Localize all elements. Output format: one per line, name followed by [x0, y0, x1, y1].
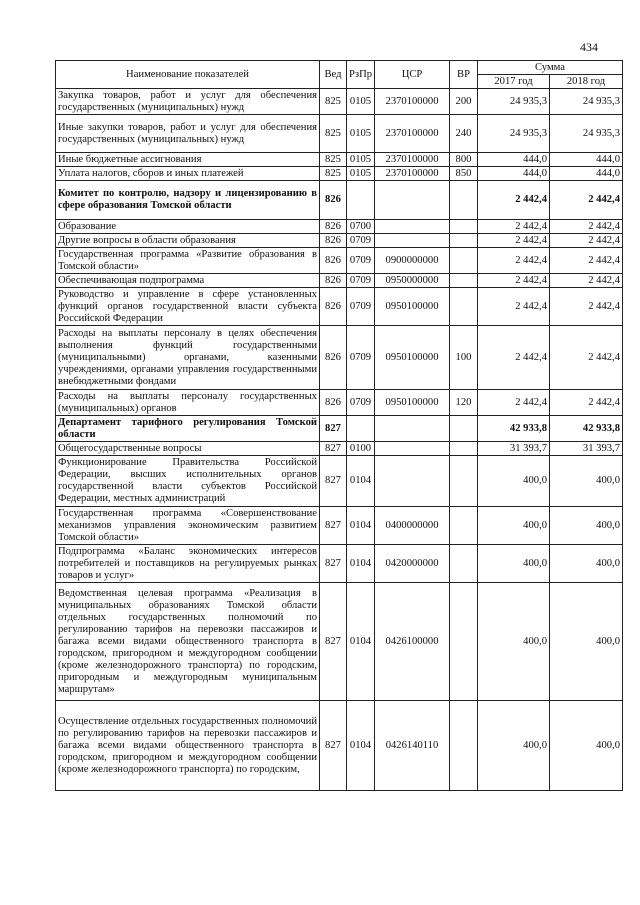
cell-rzpr: 0709 [347, 288, 375, 326]
cell-vr [450, 442, 478, 456]
cell-name: Департамент тарифного регулирования Томской области [56, 416, 320, 442]
cell-csr [375, 220, 450, 234]
table-row [56, 89, 623, 115]
cell-name: Подпрограмма «Баланс экономических интересов потребителей и поставщиков на регулируемых рынках товаров и услуг» [56, 545, 320, 583]
cell-csr: 2370100000 [375, 115, 450, 153]
cell-ved: 827 [320, 701, 347, 791]
cell-rzpr: 0104 [347, 456, 375, 507]
cell-vr: 850 [450, 167, 478, 181]
cell-sum-2018: 2 442,4 [550, 288, 623, 326]
cell-sum-2017: 31 393,7 [478, 442, 550, 456]
cell-name: Осуществление отдельных государственных полномочий по регулированию тарифов на перевозки пассажиров и багажа всеми видами общественного транспорта в городском, пригородном и междугородном сообщении (кроме железнодорожного транспорта) по городским, [56, 701, 320, 791]
cell-rzpr [347, 181, 375, 220]
cell-csr: 0900000000 [375, 248, 450, 274]
header-name: Наименование показателей [56, 61, 320, 89]
cell-sum-2017: 24 935,3 [478, 115, 550, 153]
table-row [56, 248, 623, 274]
cell-rzpr: 0105 [347, 115, 375, 153]
cell-sum-2017: 24 935,3 [478, 89, 550, 115]
cell-sum-2017: 400,0 [478, 507, 550, 545]
cell-vr: 100 [450, 326, 478, 390]
cell-ved: 825 [320, 167, 347, 181]
cell-ved: 826 [320, 326, 347, 390]
cell-name: Расходы на выплаты персоналу государственных (муниципальных) органов [56, 390, 320, 416]
cell-sum-2017: 2 442,4 [478, 220, 550, 234]
cell-ved: 826 [320, 234, 347, 248]
table-row [56, 701, 623, 791]
cell-vr [450, 288, 478, 326]
cell-sum-2018: 400,0 [550, 456, 623, 507]
cell-vr [450, 583, 478, 701]
cell-sum-2018: 42 933,8 [550, 416, 623, 442]
cell-sum-2018: 24 935,3 [550, 115, 623, 153]
cell-sum-2018: 2 442,4 [550, 390, 623, 416]
budget-table [55, 60, 623, 791]
header-year-2018: 2018 год [550, 75, 623, 89]
cell-sum-2018: 444,0 [550, 153, 623, 167]
cell-ved: 825 [320, 89, 347, 115]
cell-vr [450, 456, 478, 507]
cell-name: Иные бюджетные ассигнования [56, 153, 320, 167]
cell-rzpr: 0104 [347, 507, 375, 545]
cell-vr: 240 [450, 115, 478, 153]
cell-csr: 2370100000 [375, 153, 450, 167]
cell-ved: 826 [320, 220, 347, 234]
cell-sum-2017: 400,0 [478, 456, 550, 507]
cell-vr [450, 701, 478, 791]
header-year-2017: 2017 год [478, 75, 550, 89]
table-row [56, 416, 623, 442]
header-rzpr: РзПр [347, 61, 375, 89]
cell-sum-2017: 2 442,4 [478, 274, 550, 288]
cell-name: Комитет по контролю, надзору и лицензированию в сфере образования Томской области [56, 181, 320, 220]
cell-csr: 2370100000 [375, 167, 450, 181]
table-row [56, 442, 623, 456]
cell-sum-2017: 2 442,4 [478, 181, 550, 220]
cell-vr [450, 220, 478, 234]
cell-csr [375, 442, 450, 456]
cell-csr: 0950000000 [375, 274, 450, 288]
cell-rzpr [347, 416, 375, 442]
table-row [56, 274, 623, 288]
cell-name: Закупка товаров, работ и услуг для обеспечения государственных (муниципальных) нужд [56, 89, 320, 115]
table-body [56, 89, 623, 791]
cell-sum-2017: 2 442,4 [478, 234, 550, 248]
cell-sum-2018: 2 442,4 [550, 248, 623, 274]
page-number: 434 [580, 40, 598, 54]
cell-name: Обеспечивающая подпрограмма [56, 274, 320, 288]
cell-vr: 200 [450, 89, 478, 115]
cell-vr [450, 181, 478, 220]
cell-sum-2018: 31 393,7 [550, 442, 623, 456]
cell-csr: 0426140110 [375, 701, 450, 791]
cell-sum-2018: 400,0 [550, 583, 623, 701]
cell-rzpr: 0105 [347, 89, 375, 115]
cell-ved: 825 [320, 153, 347, 167]
table-row [56, 115, 623, 153]
cell-rzpr: 0700 [347, 220, 375, 234]
header-sum: Сумма [478, 61, 623, 75]
cell-ved: 827 [320, 442, 347, 456]
cell-rzpr: 0104 [347, 701, 375, 791]
cell-sum-2018: 2 442,4 [550, 234, 623, 248]
cell-csr: 0420000000 [375, 545, 450, 583]
cell-rzpr: 0709 [347, 234, 375, 248]
table-row [56, 390, 623, 416]
cell-ved: 826 [320, 390, 347, 416]
header-vr: ВР [450, 61, 478, 89]
cell-name: Руководство и управление в сфере установленных функций органов государственной власти субъекта Российской Федерации [56, 288, 320, 326]
cell-sum-2018: 2 442,4 [550, 220, 623, 234]
cell-name: Ведомственная целевая программа «Реализация в муниципальных образованиях Томской области отдельных государственных полномочий по регулированию тарифов на перевозки пассажиров и багажа всеми видами общественного транспорта в городском, пригородном и междугородном сообщении (кроме железнодорожного транспорта) по городским, пригородным и междугородным муниципальным маршрутам» [56, 583, 320, 701]
cell-rzpr: 0709 [347, 390, 375, 416]
table-row [56, 181, 623, 220]
table-row [56, 326, 623, 390]
cell-name: Уплата налогов, сборов и иных платежей [56, 167, 320, 181]
cell-name: Иные закупки товаров, работ и услуг для обеспечения государственных (муниципальных) нужд [56, 115, 320, 153]
cell-vr: 120 [450, 390, 478, 416]
cell-rzpr: 0105 [347, 153, 375, 167]
cell-vr [450, 234, 478, 248]
cell-ved: 827 [320, 583, 347, 701]
header-csr: ЦСР [375, 61, 450, 89]
cell-rzpr: 0104 [347, 583, 375, 701]
table-row [56, 456, 623, 507]
cell-ved: 826 [320, 274, 347, 288]
cell-csr: 0400000000 [375, 507, 450, 545]
table-row [56, 288, 623, 326]
cell-sum-2017: 400,0 [478, 545, 550, 583]
cell-rzpr: 0709 [347, 326, 375, 390]
table-row [56, 153, 623, 167]
cell-ved: 826 [320, 181, 347, 220]
cell-sum-2018: 400,0 [550, 701, 623, 791]
cell-csr [375, 181, 450, 220]
table-row [56, 583, 623, 701]
cell-name: Государственная программа «Развитие образования в Томской области» [56, 248, 320, 274]
cell-csr: 0950100000 [375, 390, 450, 416]
cell-csr [375, 234, 450, 248]
cell-csr: 0950100000 [375, 326, 450, 390]
cell-sum-2018: 444,0 [550, 167, 623, 181]
cell-sum-2017: 444,0 [478, 153, 550, 167]
cell-sum-2017: 42 933,8 [478, 416, 550, 442]
table-row [56, 234, 623, 248]
cell-vr [450, 416, 478, 442]
cell-ved: 827 [320, 507, 347, 545]
cell-vr [450, 248, 478, 274]
cell-ved: 826 [320, 248, 347, 274]
cell-vr [450, 507, 478, 545]
cell-rzpr: 0100 [347, 442, 375, 456]
cell-csr [375, 456, 450, 507]
cell-csr: 0426100000 [375, 583, 450, 701]
cell-sum-2017: 2 442,4 [478, 390, 550, 416]
header-ved: Вед [320, 61, 347, 89]
cell-ved: 826 [320, 288, 347, 326]
cell-sum-2017: 2 442,4 [478, 248, 550, 274]
cell-rzpr: 0709 [347, 274, 375, 288]
table-row [56, 545, 623, 583]
cell-sum-2018: 24 935,3 [550, 89, 623, 115]
table-row [56, 167, 623, 181]
cell-ved: 825 [320, 115, 347, 153]
cell-vr: 800 [450, 153, 478, 167]
cell-rzpr: 0105 [347, 167, 375, 181]
cell-csr: 2370100000 [375, 89, 450, 115]
cell-name: Общегосударственные вопросы [56, 442, 320, 456]
cell-csr [375, 416, 450, 442]
table-row [56, 220, 623, 234]
cell-vr [450, 274, 478, 288]
cell-sum-2018: 2 442,4 [550, 326, 623, 390]
cell-rzpr: 0104 [347, 545, 375, 583]
cell-ved: 827 [320, 545, 347, 583]
cell-ved: 827 [320, 416, 347, 442]
cell-sum-2018: 400,0 [550, 545, 623, 583]
cell-sum-2017: 400,0 [478, 583, 550, 701]
cell-name: Другие вопросы в области образования [56, 234, 320, 248]
cell-vr [450, 545, 478, 583]
cell-ved: 827 [320, 456, 347, 507]
cell-name: Функционирование Правительства Российской Федерации, высших исполнительных органов государственной власти субъектов Российской Федерации, местных администраций [56, 456, 320, 507]
cell-sum-2017: 2 442,4 [478, 288, 550, 326]
cell-name: Расходы на выплаты персоналу в целях обеспечения выполнения функций государственными (муниципальными) органами, казенными учреждениями, органами управления государственными внебюджетными фондами [56, 326, 320, 390]
cell-name: Образование [56, 220, 320, 234]
cell-sum-2017: 444,0 [478, 167, 550, 181]
cell-rzpr: 0709 [347, 248, 375, 274]
cell-csr: 0950100000 [375, 288, 450, 326]
cell-sum-2017: 2 442,4 [478, 326, 550, 390]
cell-sum-2018: 400,0 [550, 507, 623, 545]
table-row [56, 507, 623, 545]
cell-name: Государственная программа «Совершенствование механизмов управления экономическим развитием Томской области» [56, 507, 320, 545]
cell-sum-2018: 2 442,4 [550, 274, 623, 288]
cell-sum-2017: 400,0 [478, 701, 550, 791]
cell-sum-2018: 2 442,4 [550, 181, 623, 220]
